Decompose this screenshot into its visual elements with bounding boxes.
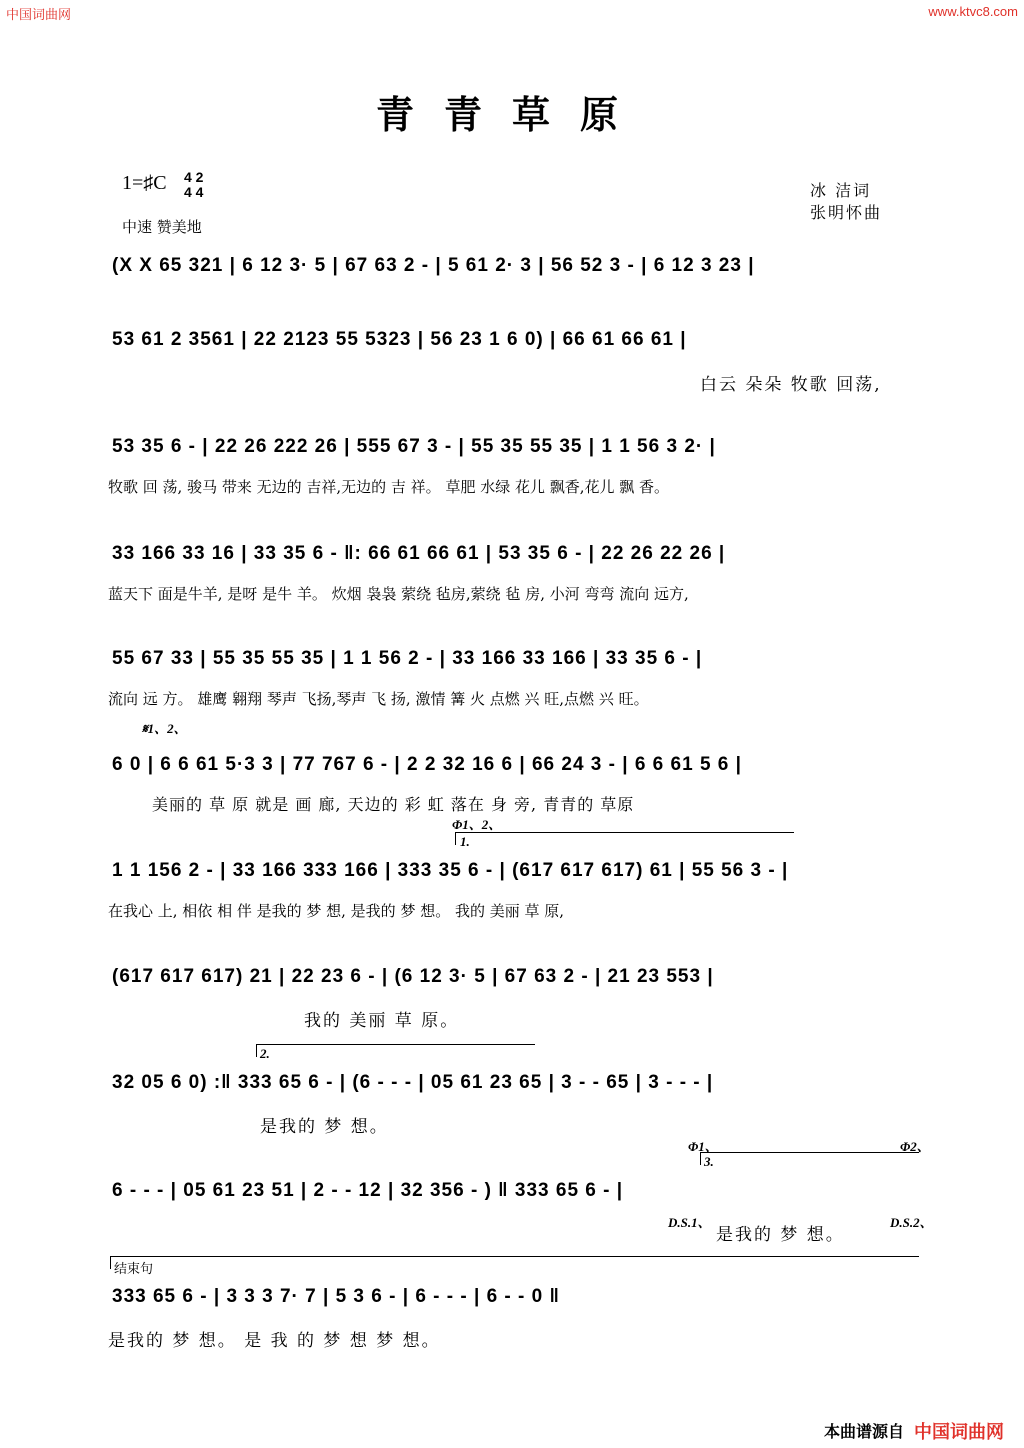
segno-mark: 𝄋1、2、: [142, 721, 187, 736]
lyric-row-6: 美丽的 草 原 就是 画 廊, 天边的 彩 虹 落在 身 旁, 青青的 草原: [152, 795, 635, 814]
score-row-8: (617 617 617) 21 | 22 23 6 - | (6 12 3· 5 | 67 63 2 - | 21 23 553 |: [112, 966, 714, 987]
volta-bracket-1: [455, 832, 794, 845]
lyric-row-11: 是我的 梦 想。 是 我 的 梦 想 梦 想。: [108, 1331, 441, 1351]
time-signature-bottom: 4 4: [184, 184, 204, 200]
volta-2-label: 2.: [260, 1046, 270, 1061]
volta-1-label: 1.: [460, 834, 470, 849]
source-label: 本曲谱源自: [823, 1422, 904, 1441]
score-row-1: (X X 65 321 | 6 12 3· 5 | 67 63 2 - | 5 61 2· 3 | 56 52 3 - | 6 12 3 23 |: [112, 255, 755, 276]
score-row-7: 1 1 156 2 - | 33 166 333 166 | 333 35 6 - | (617 617 617) 61 | 55 56 3 - |: [112, 860, 789, 881]
coda-mark-1-2: Φ1、2、: [452, 817, 502, 832]
score-row-4: 33 166 33 16 | 33 35 6 - ‖: 66 61 66 61 | 53 35 6 - | 22 26 22 26 |: [112, 543, 726, 564]
score-row-2: 53 61 2 3561 | 22 2123 55 5323 | 56 23 1 6 0) | 66 61 66 61 |: [112, 329, 687, 350]
score-row-9: 32 05 6 0) :‖ 333 65 6 - | (6 - - - | 05 61 23 65 | 3 - - 65 | 3 - - - |: [112, 1072, 714, 1093]
time-signature: [184, 170, 203, 200]
lyric-row-7: 在我心 上, 相依 相 伴 是我的 梦 想, 是我的 梦 想。 我的 美丽 草 原,: [108, 902, 565, 920]
lyric-row-10: 是我的 梦 想。: [716, 1225, 845, 1245]
lyric-row-2: 白云 朵朵 牧歌 回荡,: [700, 375, 882, 395]
score-row-5: 55 67 33 | 55 35 55 35 | 1 1 56 2 - | 33 166 33 166 | 33 35 6 - |: [112, 648, 703, 669]
lyric-row-8: 我的 美丽 草 原。: [304, 1011, 460, 1031]
ending-bracket: [110, 1256, 919, 1269]
score-row-3: 53 35 6 - | 22 26 222 26 | 555 67 3 - | 55 35 55 35 | 1 1 56 3 2· |: [112, 436, 716, 457]
site-url-right[interactable]: www.ktvc8.com: [928, 4, 1018, 19]
lyric-row-9: 是我的 梦 想。: [260, 1117, 389, 1137]
score-row-11: 333 65 6 - | 3 3 3 7· 7 | 5 3 6 - | 6 - - - | 6 - - 0 ‖: [112, 1286, 560, 1307]
lyric-row-4: 蓝天下 面是牛羊, 是呀 是牛 羊。 炊烟 袅袅 萦绕 毡房,萦绕 毡 房, 小河 弯弯 流向 远方,: [108, 585, 689, 603]
coda-mark-1: Φ1、: [688, 1139, 718, 1154]
site-logo-left[interactable]: 中国词曲网: [6, 8, 72, 23]
composer-credit: 张明怀曲: [810, 203, 883, 222]
volta-bracket-3: [700, 1152, 919, 1165]
score-row-6: 6 0 | 6 6 61 5·3 3 | 77 767 6 - | 2 2 32 16 6 | 66 24 3 - | 6 6 61 5 6 |: [112, 754, 742, 775]
score-row-10: 6 - - - | 05 61 23 51 | 2 - - 12 | 32 356 - ) ‖ 333 65 6 - |: [112, 1180, 624, 1201]
lyric-row-5: 流向 远 方。 雄鹰 翱翔 琴声 飞扬,琴声 飞 扬, 激情 篝 火 点燃 兴 旺,点燃 兴 旺。: [108, 690, 649, 708]
ending-label: 结束句: [114, 1262, 154, 1277]
coda-mark-2: Φ2、: [900, 1139, 930, 1154]
lyricist-credit: 冰 洁词: [810, 181, 872, 200]
song-title: 青青草原: [375, 92, 648, 137]
source-site-link[interactable]: 中国词曲网: [914, 1422, 1004, 1443]
time-signature-top: 4 2: [184, 169, 204, 185]
lyric-row-3: 牧歌 回 荡, 骏马 带来 无边的 吉祥,无边的 吉 祥。 草肥 水绿 花儿 飘香,花儿 飘 香。: [108, 478, 670, 496]
ds2-mark: D.S.2、: [890, 1215, 933, 1230]
volta-3-label: 3.: [704, 1154, 714, 1169]
volta-bracket-2: [256, 1044, 535, 1057]
ds1-mark: D.S.1、: [668, 1215, 711, 1230]
tempo-marking: 中速 赞美地: [122, 218, 202, 236]
key-signature: 1=♯C: [122, 172, 167, 194]
